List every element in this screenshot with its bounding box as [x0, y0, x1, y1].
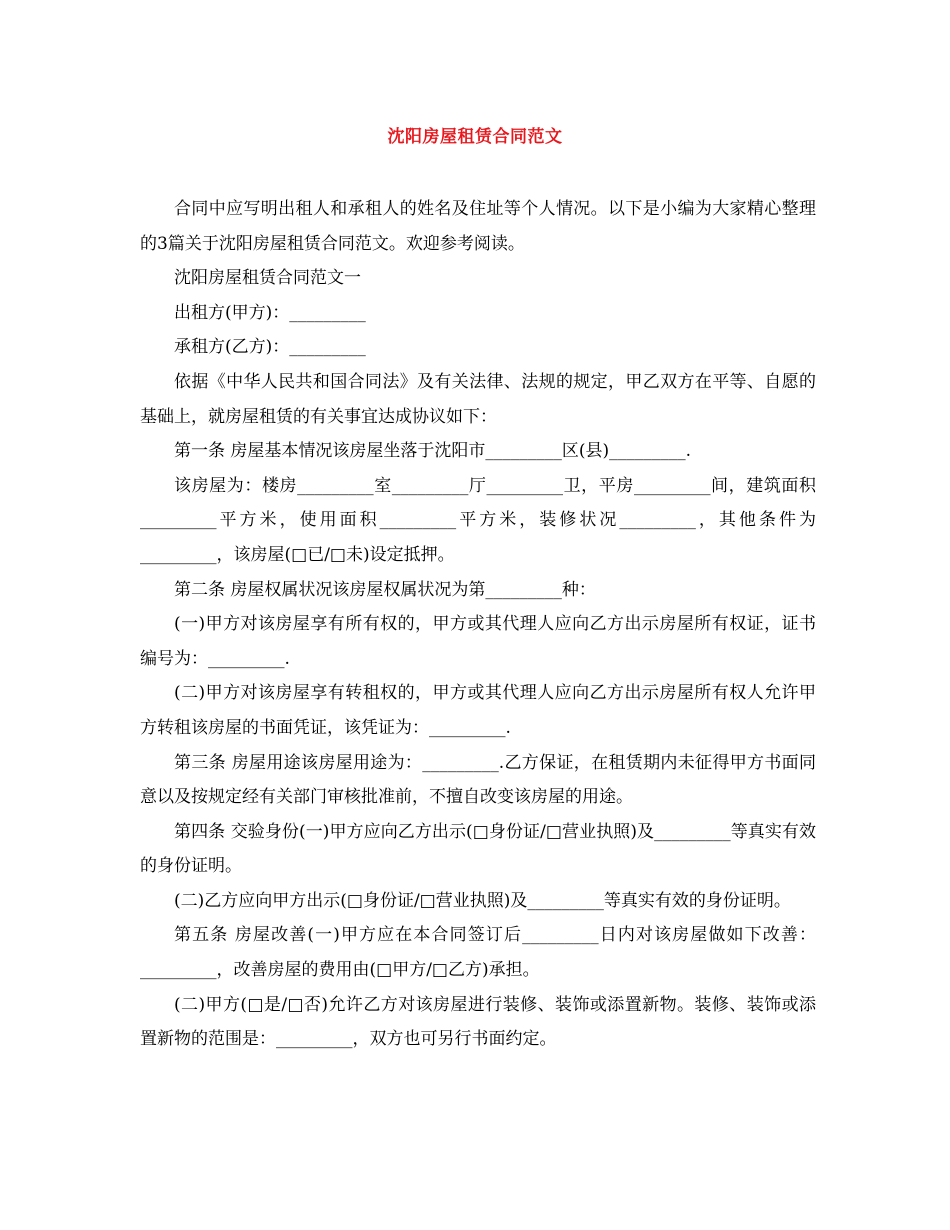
paragraph-article-1: 第一条 房屋基本情况该房屋坐落于沈阳市_________区(县)_________. — [174, 441, 692, 462]
paragraph-article-5-item-2: (二)甲方(□是/□否)允许乙方对该房屋进行装修、装饰或添置新物。装修、装饰或添置新物的范围是：_________，双方也可另行书面约定。 — [140, 994, 816, 1050]
paragraph-article-3: 第三条 房屋用途该房屋用途为：_________.乙方保证，在租赁期内未征得甲方书面同意以及按规定经有关部门审核批准前，不擅自改变该房屋的用途。 — [140, 752, 816, 808]
document-body — [140, 192, 816, 1057]
paragraph-article-2-item-1: (一)甲方对该房屋享有所有权的，甲方或其代理人应向乙方出示房屋所有权证，证书编号为：_________. — [140, 614, 816, 669]
paragraph-intro: 合同中应写明出租人和承租人的姓名及住址等个人情况。以下是小编为大家精心整理的3篇关于沈阳房屋租赁合同范文。欢迎参考阅读。 — [140, 199, 816, 254]
paragraph-article-2-item-2: (二)甲方对该房屋享有转租权的，甲方或其代理人应向乙方出示房屋所有权人允许甲方转租该房屋的书面凭证，该凭证为：_________. — [140, 683, 816, 738]
paragraph-section-heading: 沈阳房屋租赁合同范文一 — [174, 268, 361, 289]
paragraph-article-5: 第五条 房屋改善(一)甲方应在本合同签订后_________日内对该房屋做如下改善：_________，改善房屋的费用由(□甲方/□乙方)承担。 — [140, 925, 816, 981]
paragraph-preamble: 依据《中华人民共和国合同法》及有关法律、法规的规定，甲乙双方在平等、自愿的基础上，就房屋租赁的有关事宜达成协议如下： — [140, 371, 816, 427]
paragraph-lessee: 承租方(乙方)：_________ — [174, 337, 366, 358]
paragraph-article-1-details: 该房屋为：楼房_________室_________厅_________卫，平房_________间，建筑面积_________平方米，使用面积_________平方米，装修状况_________，其他条件为_________，该房屋(□已/□未)设定抵押。 — [140, 475, 816, 565]
document-title: 沈阳房屋租赁合同范文 — [387, 127, 563, 147]
paragraph-article-4: 第四条 交验身份(一)甲方应向乙方出示(□身份证/□营业执照)及_________等真实有效的身份证明。 — [140, 821, 816, 877]
paragraph-article-4-item-2: (二)乙方应向甲方出示(□身份证/□营业执照)及_________等真实有效的身份证明。 — [174, 890, 791, 911]
paragraph-lessor: 出租方(甲方)：_________ — [174, 302, 366, 323]
paragraph-article-2: 第二条 房屋权属状况该房屋权属状况为第_________种： — [174, 579, 596, 600]
